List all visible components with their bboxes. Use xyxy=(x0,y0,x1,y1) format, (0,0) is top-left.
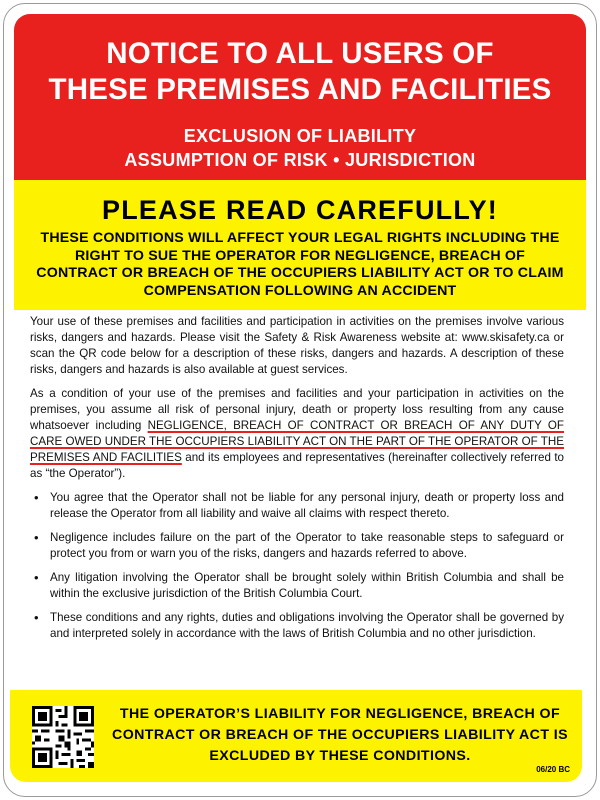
title-line-1: NOTICE TO ALL USERS OF xyxy=(106,37,494,70)
list-item xyxy=(30,570,564,602)
footer-notice: THE OPERATOR’S LIABILITY FOR NEGLIGENCE, BREACH OF CONTRACT OR BREACH OF THE OCCUPIERS LIABILITY ACT IS EXCLUDED BY THESE CONDITIONS. xyxy=(112,706,568,764)
warning-heading: PLEASE READ CAREFULLY! xyxy=(102,195,498,225)
paragraph-assumption xyxy=(30,386,564,482)
list-item-text: Any litigation involving the Operator shall be brought solely within British Columbia and shall be within the exclusive jurisdiction of the British Columbia Court. xyxy=(50,571,564,600)
subtitle xyxy=(14,108,586,172)
list-item xyxy=(30,530,564,562)
list-item-text: Negligence includes failure on the part of the Operator to take reasonable steps to safeguard or protect you from or warn you of the risks, dangers and hazards referred to above. xyxy=(50,531,564,560)
qr-code-icon xyxy=(32,706,94,768)
conditions-list xyxy=(30,490,564,642)
warning-text: THESE CONDITIONS WILL AFFECT YOUR LEGAL RIGHTS INCLUDING THE RIGHT TO SUE THE OPERATOR FOR NEGLIGENCE, BREACH OF CONTRACT OR BREACH OF THE OCCUPIERS LIABILITY ACT OR TO CLAIM COMPENSATION FOLLOWING AN ACCIDENT xyxy=(36,230,564,299)
paragraph-risks: Your use of these premises and facilities and participation in activities on the premises involve various risks, dangers and hazards. Please visit the Safety & Risk Awareness website at: www.skisafety.ca or scan the QR code below for a description of these risks, dangers and hazards. A description of these risks, dangers and hazards is also available at guest services. xyxy=(30,315,564,376)
page-title xyxy=(14,14,586,108)
subtitle-line-2: ASSUMPTION OF RISK • JURISDICTION xyxy=(124,150,476,170)
bullet-icon: • xyxy=(34,530,39,545)
warning-banner xyxy=(14,180,586,310)
title-line-2: THESE PREMISES AND FACILITIES xyxy=(48,73,552,106)
list-item xyxy=(30,610,564,642)
sign-code: 06/20 BC xyxy=(536,765,570,774)
paragraph-assumption-start: As a condition of your use of the premises and facilities and your participation in activities on the premises, you assume all risk of personal injury, death or property loss resulting from any cause whatsoever including xyxy=(30,387,564,432)
negligence-highlight: NEGLIGENCE, BREACH OF CONTRACT OR BREACH OF ANY DUTY OF CARE OWED UNDER THE OCCUPIERS LIABILITY ACT ON THE PART OF THE OPERATOR OF THE PREMISES AND FACILITIES xyxy=(30,419,565,464)
body-text xyxy=(30,314,564,650)
list-item xyxy=(30,490,564,522)
footer-banner xyxy=(10,690,582,782)
bullet-icon: • xyxy=(34,570,39,585)
list-item-text: These conditions and any rights, duties and obligations involving the Operator shall be governed by and interpreted solely in accordance with the laws of British Columbia and no other jurisdiction. xyxy=(50,611,564,640)
list-item-text: You agree that the Operator shall not be liable for any personal injury, death or property loss and release the Operator from all liability and waive all claims with respect thereto. xyxy=(50,491,564,520)
subtitle-line-1: EXCLUSION OF LIABILITY xyxy=(183,126,417,146)
bullet-icon: • xyxy=(34,610,39,625)
header-banner xyxy=(14,14,586,180)
paragraph-assumption-end: and its employees and representatives (hereinafter collectively referred to as “the Operator”). xyxy=(30,451,564,480)
bullet-icon: • xyxy=(34,490,39,505)
